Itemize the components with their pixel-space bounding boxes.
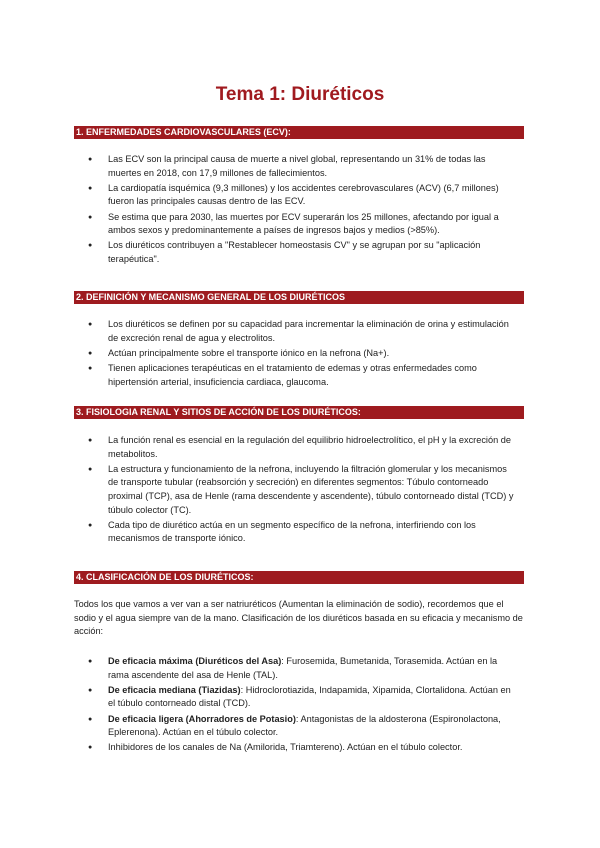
item-text: Inhibidores de los canales de Na (Amilorida, Triamtereno). Actúan en el túbulo colector. bbox=[108, 742, 463, 753]
list-item: ● La función renal es esencial en la regulación del equilibrio hidroelectrolítico, el pH y la excreción de metabolitos. bbox=[88, 434, 518, 461]
list-item bbox=[88, 655, 518, 682]
list-item: ● Las ECV son la principal causa de muerte a nivel global, representando un 31% de todas las muertes en 2018, con 17,9 millones de fallecimientos. bbox=[88, 153, 518, 180]
section-3-list bbox=[88, 434, 518, 548]
list-item bbox=[88, 684, 518, 711]
section-4-intro: Todos los que vamos a ver van a ser natriuréticos (Aumentan la eliminación de sodio), recordemos que el sodio y el agua siempre van de la mano. Clasificación de los diuréticos basada en su eficacia y mecanismo de acción: bbox=[74, 599, 523, 637]
item-bold-label: De eficacia mediana (Tiazidas) bbox=[108, 684, 241, 695]
page-title: Tema 1: Diuréticos bbox=[215, 84, 385, 105]
section-heading-3: 3. FISIOLOGIA RENAL Y SITIOS DE ACCIÓN DE LOS DIURÉTICOS: bbox=[74, 406, 524, 419]
list-item bbox=[88, 741, 518, 755]
list-item: ● Los diuréticos se definen por su capacidad para incrementar la eliminación de orina y estimulación de excreción renal de agua y electrolitos. bbox=[88, 318, 518, 345]
section-heading-2: 2. DEFINICIÓN Y MECANISMO GENERAL DE LOS DIURÉTICOS bbox=[74, 291, 524, 304]
list-item: ● La estructura y funcionamiento de la nefrona, incluyendo la filtración glomerular y los mecanismos de transporte tubular (reabsorción y secreción) en diferentes segmentos: Túbulo contorneado proximal (TCP), asa de Henle (rama descendente y ascendente), túbulo contorneado distal (TCD) y túbulo colector (TC). bbox=[88, 463, 518, 517]
item-bold-label: De eficacia máxima (Diuréticos del Asa) bbox=[108, 656, 282, 666]
section-4-list bbox=[88, 655, 518, 757]
section-1-list bbox=[88, 153, 518, 268]
list-item: ● Actúan principalmente sobre el transporte iónico en la nefrona (Na+). bbox=[88, 347, 518, 361]
section-heading-1: 1. ENFERMEDADES CARDIOVASCULARES (ECV): bbox=[74, 126, 524, 139]
item-text: : Hidroclorotiazida, Indapamida, Xipamida, Clortalidona. Actúan en el túbulo contorneado distal (TCD). bbox=[108, 684, 511, 709]
section-2-list bbox=[88, 318, 518, 391]
list-item: ● La cardiopatía isquémica (9,3 millones) y los accidentes cerebrovasculares (ACV) (6,7 millones) fueron las principales causas dentro de las ECV. bbox=[88, 182, 518, 209]
list-item: ● Los diuréticos contribuyen a "Restablecer homeostasis CV" y se agrupan por su "aplicación terapéutica". bbox=[88, 239, 518, 266]
list-item bbox=[88, 713, 518, 740]
section-heading-4: 4. CLASIFICACIÓN DE LOS DIURÉTICOS: bbox=[74, 571, 524, 584]
item-bold-label: De eficacia ligera (Ahorradores de Potasio) bbox=[108, 713, 296, 724]
list-item: ● Se estima que para 2030, las muertes por ECV superarán los 25 millones, afectando por igual a ambos sexos y predominantemente a países de ingresos bajos y medios (>85%). bbox=[88, 211, 518, 238]
list-item: ● Tienen aplicaciones terapéuticas en el tratamiento de edemas y otras enfermedades como hipertensión arterial, insuficiencia cardiaca, glaucoma. bbox=[88, 362, 518, 389]
list-item: ● Cada tipo de diurético actúa en un segmento específico de la nefrona, interfiriendo con los mecanismos de transporte iónico. bbox=[88, 519, 518, 546]
item-text: : Furosemida, Bumetanida, Torasemida. Actúan en la rama ascendente del asa de Henle (TAL). bbox=[108, 656, 498, 680]
item-text: : Antagonistas de la aldosterona (Espironolactona, Eplerenona). Actúan en el túbulo colector. bbox=[108, 713, 501, 738]
